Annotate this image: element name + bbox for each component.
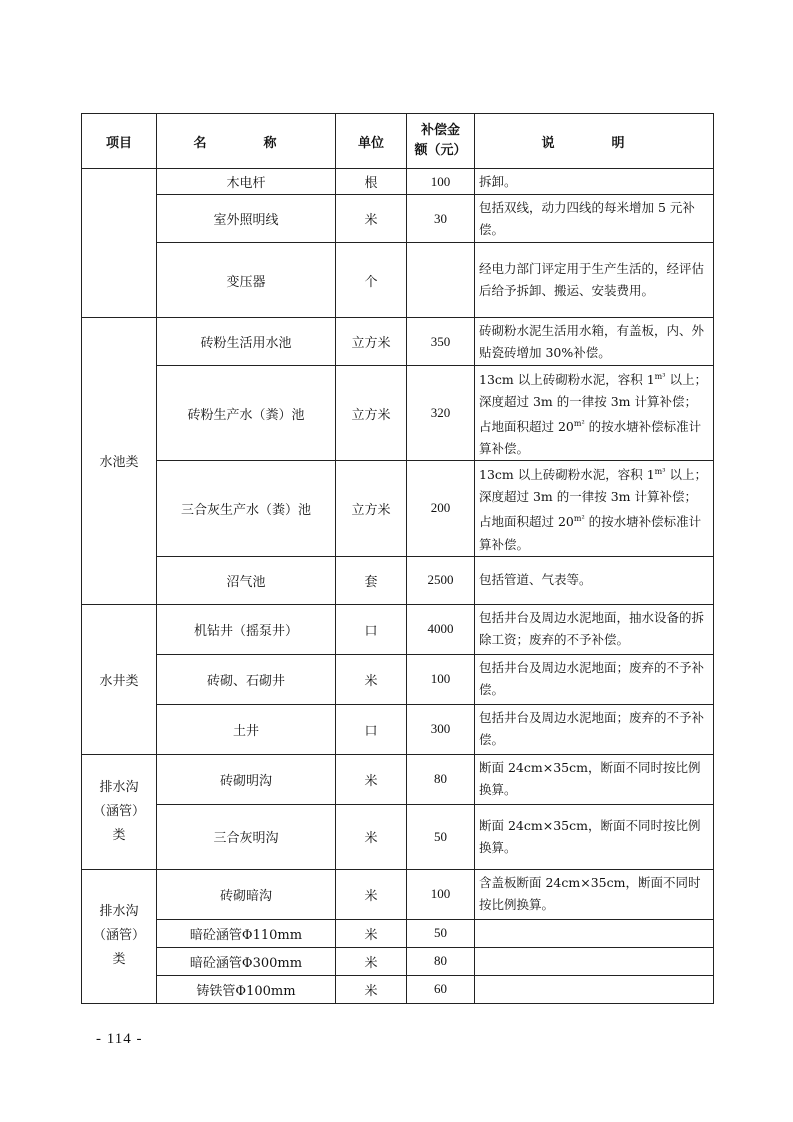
table-row [82, 366, 714, 461]
row-amount: 80 [407, 754, 475, 804]
row-amount: 100 [407, 169, 475, 195]
row-note: 拆卸。 [475, 169, 714, 195]
table-header-row [82, 114, 714, 169]
row-name: 暗砼涵管Φ110mm [157, 919, 336, 947]
row-amount: 80 [407, 947, 475, 975]
table-row [82, 947, 714, 975]
row-name: 铸铁管Φ100mm [157, 975, 336, 1003]
group-label-ditch: 排水沟 （涵管） 类 [82, 754, 157, 869]
row-note [475, 947, 714, 975]
row-unit: 口 [336, 704, 407, 754]
table-row [82, 556, 714, 604]
table-row [82, 318, 714, 366]
group-label-ditch: 排水沟 （涵管） 类 [82, 869, 157, 1003]
row-amount: 30 [407, 195, 475, 243]
header-name: 名 称 [157, 114, 336, 169]
row-note: 断面 24cm×35cm，断面不同时按比例换算。 [475, 754, 714, 804]
table-row [82, 919, 714, 947]
row-unit: 立方米 [336, 366, 407, 461]
row-unit: 米 [336, 754, 407, 804]
row-name: 砖砌、石砌井 [157, 654, 336, 704]
header-item: 项目 [82, 114, 157, 169]
row-unit: 根 [336, 169, 407, 195]
table-row [82, 804, 714, 869]
row-note: 含盖板断面 24cm×35cm，断面不同时按比例换算。 [475, 869, 714, 919]
row-amount: 60 [407, 975, 475, 1003]
table-row [82, 869, 714, 919]
row-note: 经电力部门评定用于生产生活的，经评估后给予拆卸、搬运、安装费用。 [475, 243, 714, 318]
row-name: 变压器 [157, 243, 336, 318]
table-row [82, 604, 714, 654]
table-row [82, 169, 714, 195]
row-name: 土井 [157, 704, 336, 754]
table-row [82, 654, 714, 704]
group-label-pool: 水池类 [82, 318, 157, 605]
row-amount: 50 [407, 804, 475, 869]
table-row [82, 461, 714, 556]
row-name: 砖砌明沟 [157, 754, 336, 804]
header-unit: 单位 [336, 114, 407, 169]
row-amount: 350 [407, 318, 475, 366]
row-name: 机钻井（摇泵井） [157, 604, 336, 654]
row-note: 包括管道、气表等。 [475, 556, 714, 604]
row-note: 包括双线，动力四线的每米增加 5 元补偿。 [475, 195, 714, 243]
row-amount: 4000 [407, 604, 475, 654]
row-amount: 100 [407, 654, 475, 704]
row-name: 木电杆 [157, 169, 336, 195]
row-unit: 米 [336, 919, 407, 947]
table-row [82, 195, 714, 243]
table-row [82, 975, 714, 1003]
row-unit: 米 [336, 804, 407, 869]
row-amount: 50 [407, 919, 475, 947]
row-unit: 套 [336, 556, 407, 604]
row-amount: 200 [407, 461, 475, 556]
row-unit: 个 [336, 243, 407, 318]
row-note [475, 975, 714, 1003]
row-name: 室外照明线 [157, 195, 336, 243]
row-unit: 米 [336, 947, 407, 975]
row-name: 三合灰生产水（粪）池 [157, 461, 336, 556]
row-name: 三合灰明沟 [157, 804, 336, 869]
row-note: 13cm 以上砖砌粉水泥，容积 $1^{m^3}$ 以上；深度超过 3m 的一律按 3m 计算补偿；占地面积超过 $20^{m^2}$ 的按水塘补偿标准计算补偿。 [475, 461, 714, 556]
row-unit: 立方米 [336, 461, 407, 556]
row-amount: 300 [407, 704, 475, 754]
row-unit: 米 [336, 654, 407, 704]
row-note: 断面 24cm×35cm，断面不同时按比例换算。 [475, 804, 714, 869]
table-row [82, 243, 714, 318]
row-unit: 米 [336, 195, 407, 243]
row-amount: 2500 [407, 556, 475, 604]
row-name: 砖粉生产水（粪）池 [157, 366, 336, 461]
header-amount: 补偿金 额（元） [407, 114, 475, 169]
row-unit: 口 [336, 604, 407, 654]
row-note: 包括井台及周边水泥地面；废弃的不予补偿。 [475, 704, 714, 754]
group-cell-electric [82, 169, 157, 318]
row-unit: 立方米 [336, 318, 407, 366]
row-amount: 320 [407, 366, 475, 461]
row-name: 砖粉生活用水池 [157, 318, 336, 366]
group-label-well: 水井类 [82, 604, 157, 754]
header-note: 说 明 [475, 114, 714, 169]
row-note [475, 919, 714, 947]
row-note: 13cm 以上砖砌粉水泥，容积 $1^{m^3}$ 以上；深度超过 3m 的一律按 3m 计算补偿；占地面积超过 $20^{m^2}$ 的按水塘补偿标准计算补偿。 [475, 366, 714, 461]
row-unit: 米 [336, 869, 407, 919]
row-amount [407, 243, 475, 318]
page-number: - 114 - [96, 1031, 143, 1047]
row-name: 暗砼涵管Φ300mm [157, 947, 336, 975]
row-name: 砖砌暗沟 [157, 869, 336, 919]
row-note: 包括井台及周边水泥地面；废弃的不予补偿。 [475, 654, 714, 704]
table-row [82, 704, 714, 754]
row-note: 砖砌粉水泥生活用水箱，有盖板，内、外贴瓷砖增加 30%补偿。 [475, 318, 714, 366]
row-amount: 100 [407, 869, 475, 919]
row-unit: 米 [336, 975, 407, 1003]
table-row [82, 754, 714, 804]
compensation-table [81, 113, 714, 1004]
row-name: 沼气池 [157, 556, 336, 604]
row-note: 包括井台及周边水泥地面，抽水设备的拆除工资；废弃的不予补偿。 [475, 604, 714, 654]
